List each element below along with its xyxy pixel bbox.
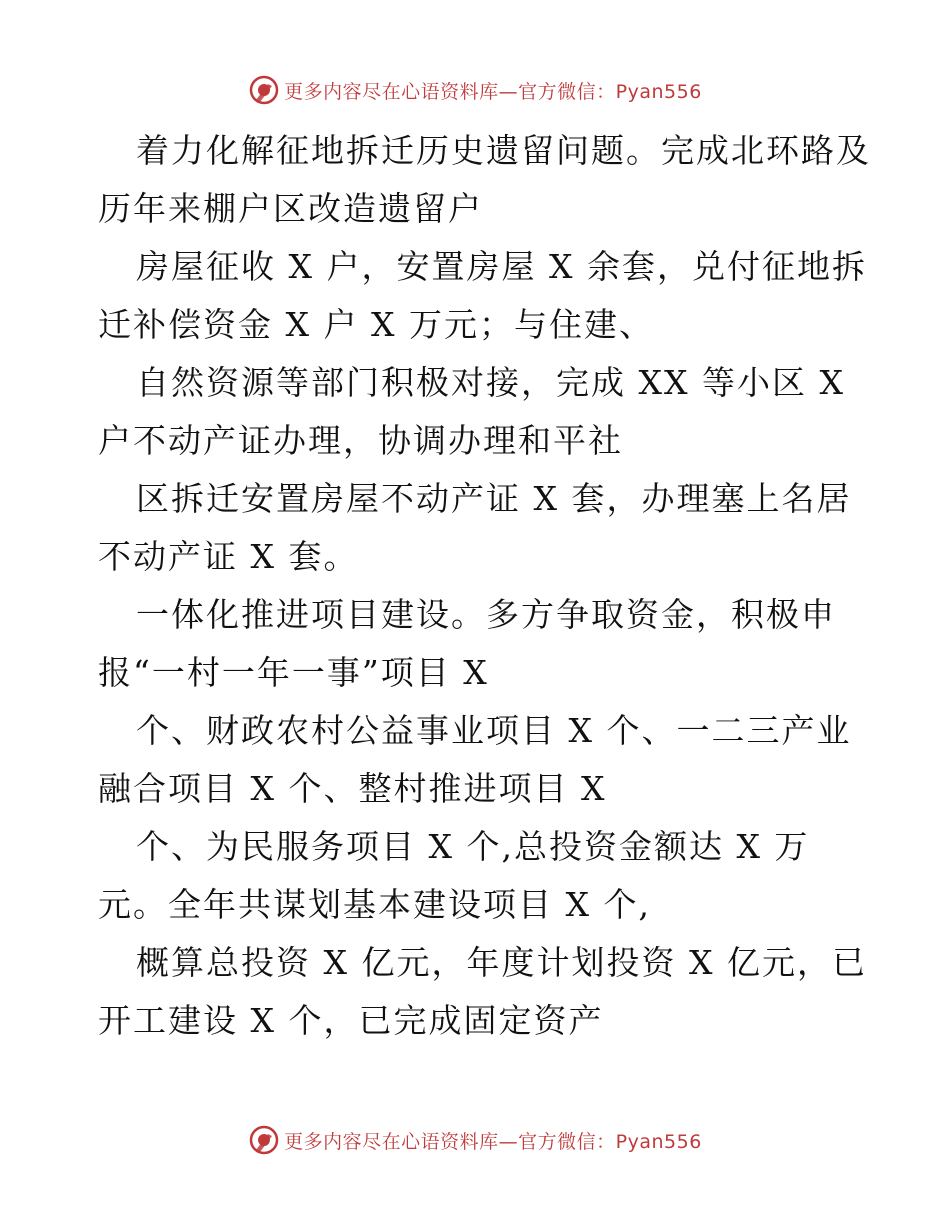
paragraph-line: 个、为民服务项目 X 个,总投资金额达 X 万 xyxy=(136,827,810,866)
header-banner-text: 更多内容尽在心语资料库—官方微信：Pyan556 xyxy=(284,80,702,103)
paragraph-line: 概算总投资 X 亿元，年度计划投资 X 亿元，已 xyxy=(136,943,867,982)
paragraph-line: 融合项目 X 个、整村推进项目 X xyxy=(98,769,607,808)
document-body xyxy=(98,122,871,1050)
paragraph-line: 一体化推进项目建设。多方争取资金，积极申 xyxy=(136,595,836,634)
paragraph-line: 户不动产证办理，协调办理和平社 xyxy=(98,421,623,460)
paragraph-line: 历年来棚户区改造遗留户 xyxy=(98,189,483,228)
paragraph-line: 着力化解征地拆迁历史遗留问题。完成北环路及 xyxy=(136,131,871,170)
header-banner xyxy=(0,70,950,110)
paragraph-line: 个、财政农村公益事业项目 X 个、一二三产业 xyxy=(136,711,852,750)
paragraph-line: 报“一村一年一事”项目 X xyxy=(98,653,489,692)
paragraph-line: 不动产证 X 套。 xyxy=(98,537,359,576)
paragraph-line: 房屋征收 X 户，安置房屋 X 余套，兑付征地拆 xyxy=(136,247,867,286)
seal-logo-icon xyxy=(248,1124,280,1156)
paragraph-line: 迁补偿资金 X 户 X 万元；与住建、 xyxy=(98,305,654,344)
seal-logo-icon xyxy=(248,74,280,106)
paragraph-line: 自然资源等部门积极对接，完成 XX 等小区 X xyxy=(136,363,845,402)
paragraph-line: 开工建设 X 个，已完成固定资产 xyxy=(98,1001,604,1040)
paragraph-line: 元。全年共谋划基本建设项目 X 个, xyxy=(98,885,651,924)
footer-banner-text: 更多内容尽在心语资料库—官方微信：Pyan556 xyxy=(284,1130,702,1153)
paragraph-line: 区拆迁安置房屋不动产证 X 套，办理塞上名居 xyxy=(136,479,852,518)
footer-banner xyxy=(0,1120,950,1160)
